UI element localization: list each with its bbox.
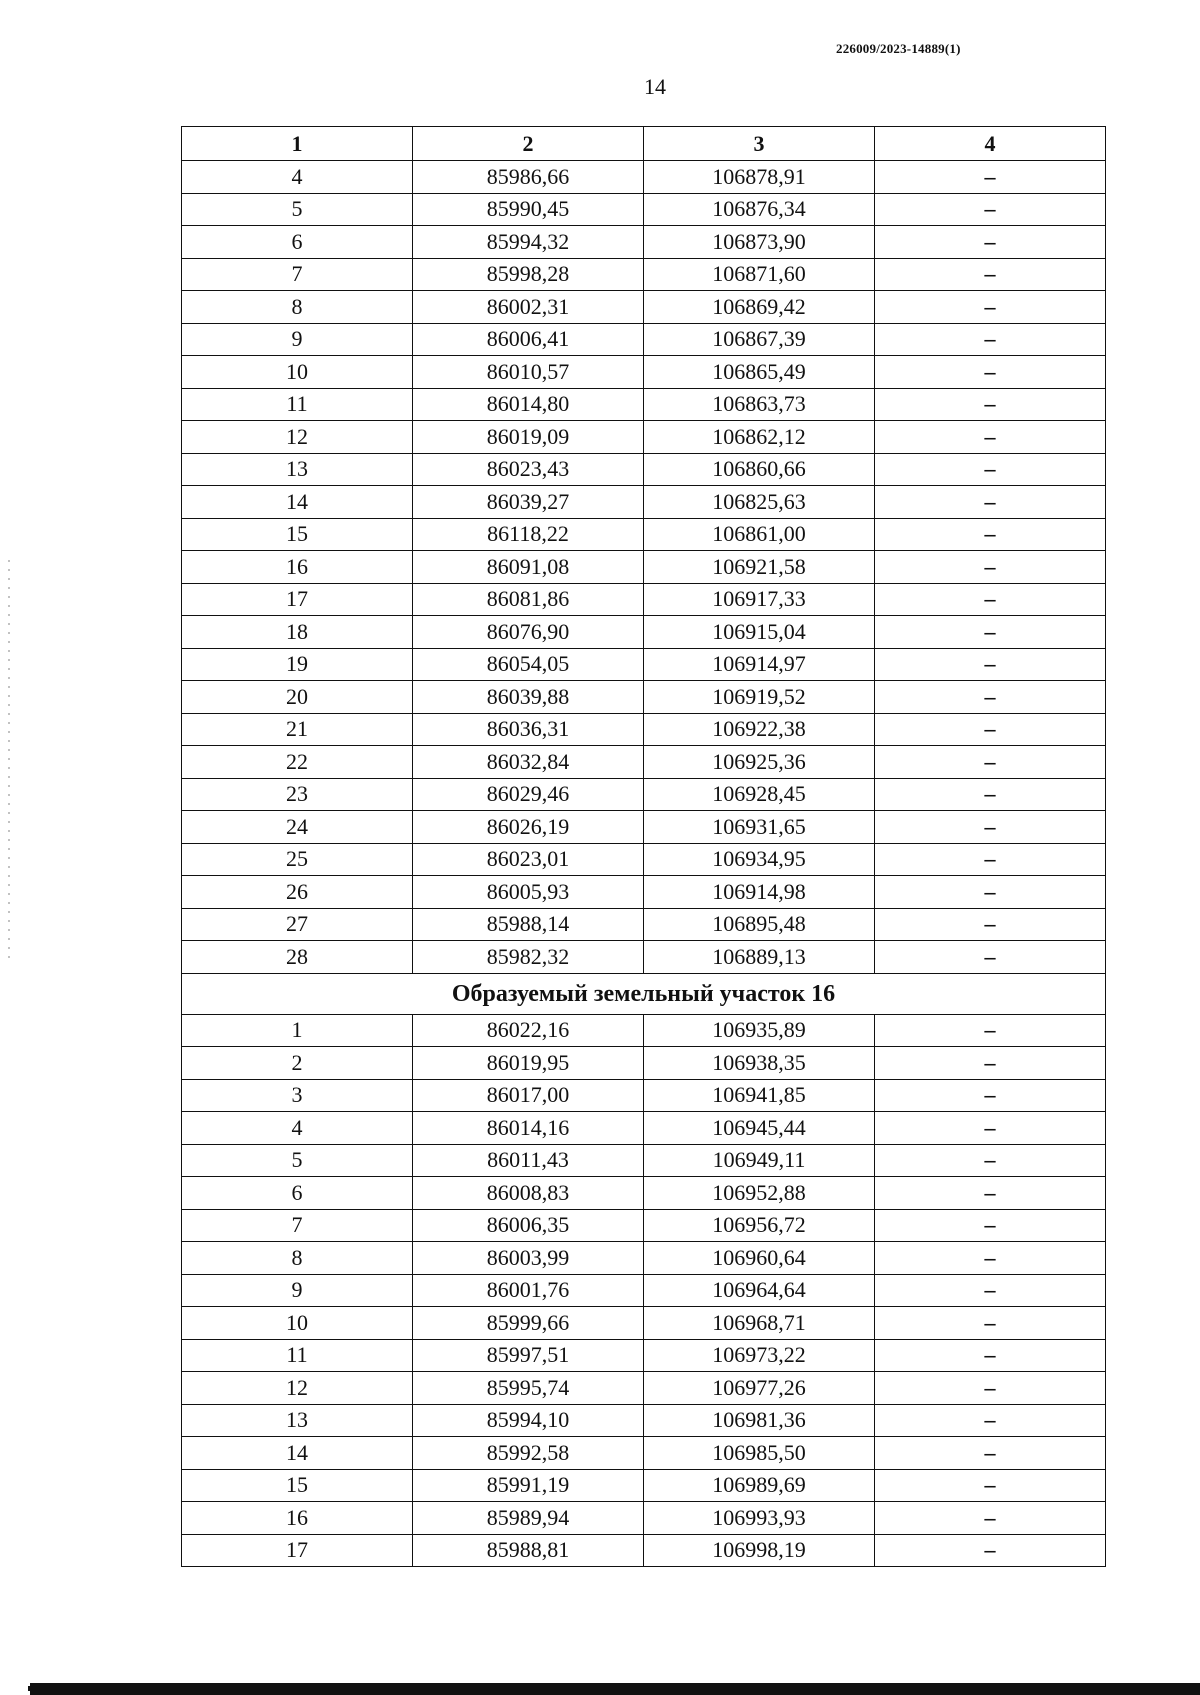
point-number-cell: 13	[182, 453, 413, 486]
x-coordinate-cell: 86010,57	[413, 356, 644, 389]
point-number-cell: 10	[182, 356, 413, 389]
y-coordinate-cell: 106914,98	[644, 876, 875, 909]
y-coordinate-cell: 106935,89	[644, 1014, 875, 1047]
x-coordinate-cell: 85989,94	[413, 1502, 644, 1535]
table-row	[182, 1372, 1106, 1405]
table-row	[182, 1177, 1106, 1210]
page-number: 14	[644, 74, 666, 99]
x-coordinate-cell: 85982,32	[413, 941, 644, 974]
note-cell: –	[875, 1274, 1106, 1307]
y-coordinate-cell: 106964,64	[644, 1274, 875, 1307]
y-coordinate-cell: 106878,91	[644, 161, 875, 194]
y-coordinate-cell: 106919,52	[644, 681, 875, 714]
note-cell: –	[875, 1502, 1106, 1535]
y-coordinate-cell: 106985,50	[644, 1437, 875, 1470]
point-number-cell: 21	[182, 713, 413, 746]
x-coordinate-cell: 86029,46	[413, 778, 644, 811]
table-row	[182, 746, 1106, 779]
point-number-cell: 15	[182, 1469, 413, 1502]
note-cell: –	[875, 323, 1106, 356]
x-coordinate-cell: 86003,99	[413, 1242, 644, 1275]
point-number-cell: 5	[182, 193, 413, 226]
note-cell: –	[875, 1209, 1106, 1242]
note-cell: –	[875, 616, 1106, 649]
x-coordinate-cell: 85998,28	[413, 258, 644, 291]
section-title-row	[182, 973, 1106, 1014]
y-coordinate-cell: 106876,34	[644, 193, 875, 226]
table-row	[182, 1274, 1106, 1307]
point-number-cell: 16	[182, 1502, 413, 1535]
point-number-cell: 1	[182, 1014, 413, 1047]
column-header: 3	[644, 127, 875, 161]
point-number-cell: 22	[182, 746, 413, 779]
y-coordinate-cell: 106860,66	[644, 453, 875, 486]
table-row	[182, 551, 1106, 584]
table-row	[182, 486, 1106, 519]
point-number-cell: 17	[182, 1534, 413, 1567]
table-row	[182, 1209, 1106, 1242]
note-cell: –	[875, 681, 1106, 714]
y-coordinate-cell: 106863,73	[644, 388, 875, 421]
table-row	[182, 1534, 1106, 1567]
scan-bottom-edge	[30, 1683, 1200, 1695]
table-row	[182, 681, 1106, 714]
table-body-group2	[182, 1014, 1106, 1567]
note-cell: –	[875, 388, 1106, 421]
table-row	[182, 1437, 1106, 1470]
table-row	[182, 1502, 1106, 1535]
table-row	[182, 291, 1106, 324]
table-row	[182, 161, 1106, 194]
y-coordinate-cell: 106915,04	[644, 616, 875, 649]
point-number-cell: 25	[182, 843, 413, 876]
note-cell: –	[875, 1047, 1106, 1080]
point-number-cell: 17	[182, 583, 413, 616]
x-coordinate-cell: 85991,19	[413, 1469, 644, 1502]
x-coordinate-cell: 86006,35	[413, 1209, 644, 1242]
x-coordinate-cell: 86001,76	[413, 1274, 644, 1307]
x-coordinate-cell: 86032,84	[413, 746, 644, 779]
point-number-cell: 3	[182, 1079, 413, 1112]
x-coordinate-cell: 86006,41	[413, 323, 644, 356]
point-number-cell: 20	[182, 681, 413, 714]
x-coordinate-cell: 86081,86	[413, 583, 644, 616]
x-coordinate-cell: 86118,22	[413, 518, 644, 551]
y-coordinate-cell: 106925,36	[644, 746, 875, 779]
x-coordinate-cell: 85988,81	[413, 1534, 644, 1567]
document-id: 226009/2023-14889(1)	[836, 41, 961, 56]
note-cell: –	[875, 453, 1106, 486]
coordinates-table	[181, 126, 1106, 1567]
note-cell: –	[875, 1534, 1106, 1567]
table-row	[182, 1242, 1106, 1275]
note-cell: –	[875, 193, 1106, 226]
x-coordinate-cell: 86019,09	[413, 421, 644, 454]
y-coordinate-cell: 106862,12	[644, 421, 875, 454]
point-number-cell: 24	[182, 811, 413, 844]
y-coordinate-cell: 106867,39	[644, 323, 875, 356]
note-cell: –	[875, 746, 1106, 779]
table-row	[182, 1014, 1106, 1047]
table-row	[182, 1404, 1106, 1437]
x-coordinate-cell: 86054,05	[413, 648, 644, 681]
note-cell: –	[875, 1242, 1106, 1275]
point-number-cell: 11	[182, 388, 413, 421]
table-header-row	[182, 127, 1106, 161]
point-number-cell: 19	[182, 648, 413, 681]
point-number-cell: 12	[182, 421, 413, 454]
y-coordinate-cell: 106921,58	[644, 551, 875, 584]
table-row	[182, 648, 1106, 681]
x-coordinate-cell: 86039,88	[413, 681, 644, 714]
y-coordinate-cell: 106952,88	[644, 1177, 875, 1210]
note-cell: –	[875, 583, 1106, 616]
y-coordinate-cell: 106889,13	[644, 941, 875, 974]
table-row	[182, 908, 1106, 941]
note-cell: –	[875, 648, 1106, 681]
point-number-cell: 9	[182, 323, 413, 356]
x-coordinate-cell: 86019,95	[413, 1047, 644, 1080]
point-number-cell: 4	[182, 1112, 413, 1145]
x-coordinate-cell: 86023,01	[413, 843, 644, 876]
y-coordinate-cell: 106945,44	[644, 1112, 875, 1145]
note-cell: –	[875, 1177, 1106, 1210]
point-number-cell: 14	[182, 1437, 413, 1470]
note-cell: –	[875, 356, 1106, 389]
note-cell: –	[875, 1437, 1106, 1470]
y-coordinate-cell: 106861,00	[644, 518, 875, 551]
note-cell: –	[875, 1144, 1106, 1177]
y-coordinate-cell: 106871,60	[644, 258, 875, 291]
note-cell: –	[875, 713, 1106, 746]
note-cell: –	[875, 1307, 1106, 1340]
note-cell: –	[875, 226, 1106, 259]
point-number-cell: 4	[182, 161, 413, 194]
table-row	[182, 1047, 1106, 1080]
y-coordinate-cell: 106949,11	[644, 1144, 875, 1177]
table-row	[182, 713, 1106, 746]
x-coordinate-cell: 85988,14	[413, 908, 644, 941]
table-row	[182, 1469, 1106, 1502]
y-coordinate-cell: 106956,72	[644, 1209, 875, 1242]
table-row	[182, 1144, 1106, 1177]
table-row	[182, 778, 1106, 811]
note-cell: –	[875, 258, 1106, 291]
point-number-cell: 26	[182, 876, 413, 909]
point-number-cell: 8	[182, 291, 413, 324]
table-row	[182, 1112, 1106, 1145]
y-coordinate-cell: 106998,19	[644, 1534, 875, 1567]
note-cell: –	[875, 161, 1106, 194]
note-cell: –	[875, 1014, 1106, 1047]
point-number-cell: 9	[182, 1274, 413, 1307]
note-cell: –	[875, 811, 1106, 844]
x-coordinate-cell: 85995,74	[413, 1372, 644, 1405]
x-coordinate-cell: 85997,51	[413, 1339, 644, 1372]
table-row	[182, 616, 1106, 649]
table-row	[182, 843, 1106, 876]
point-number-cell: 7	[182, 1209, 413, 1242]
note-cell: –	[875, 518, 1106, 551]
point-number-cell: 27	[182, 908, 413, 941]
table-row	[182, 258, 1106, 291]
point-number-cell: 8	[182, 1242, 413, 1275]
x-coordinate-cell: 86076,90	[413, 616, 644, 649]
y-coordinate-cell: 106922,38	[644, 713, 875, 746]
point-number-cell: 2	[182, 1047, 413, 1080]
note-cell: –	[875, 551, 1106, 584]
x-coordinate-cell: 85986,66	[413, 161, 644, 194]
y-coordinate-cell: 106993,93	[644, 1502, 875, 1535]
y-coordinate-cell: 106917,33	[644, 583, 875, 616]
x-coordinate-cell: 86023,43	[413, 453, 644, 486]
note-cell: –	[875, 486, 1106, 519]
table-row	[182, 453, 1106, 486]
note-cell: –	[875, 843, 1106, 876]
point-number-cell: 18	[182, 616, 413, 649]
x-coordinate-cell: 86026,19	[413, 811, 644, 844]
x-coordinate-cell: 86005,93	[413, 876, 644, 909]
table-row	[182, 876, 1106, 909]
table-row	[182, 941, 1106, 974]
table-row	[182, 811, 1106, 844]
y-coordinate-cell: 106973,22	[644, 1339, 875, 1372]
table-row	[182, 1079, 1106, 1112]
y-coordinate-cell: 106895,48	[644, 908, 875, 941]
table-row	[182, 1307, 1106, 1340]
x-coordinate-cell: 86022,16	[413, 1014, 644, 1047]
table-row	[182, 583, 1106, 616]
y-coordinate-cell: 106977,26	[644, 1372, 875, 1405]
y-coordinate-cell: 106914,97	[644, 648, 875, 681]
point-number-cell: 6	[182, 226, 413, 259]
point-number-cell: 10	[182, 1307, 413, 1340]
x-coordinate-cell: 85992,58	[413, 1437, 644, 1470]
point-number-cell: 7	[182, 258, 413, 291]
table-row	[182, 193, 1106, 226]
y-coordinate-cell: 106941,85	[644, 1079, 875, 1112]
x-coordinate-cell: 85990,45	[413, 193, 644, 226]
x-coordinate-cell: 86091,08	[413, 551, 644, 584]
point-number-cell: 5	[182, 1144, 413, 1177]
point-number-cell: 23	[182, 778, 413, 811]
table-row	[182, 518, 1106, 551]
point-number-cell: 14	[182, 486, 413, 519]
x-coordinate-cell: 86017,00	[413, 1079, 644, 1112]
table-section	[182, 973, 1106, 1014]
y-coordinate-cell: 106931,65	[644, 811, 875, 844]
y-coordinate-cell: 106869,42	[644, 291, 875, 324]
x-coordinate-cell: 86011,43	[413, 1144, 644, 1177]
table-row	[182, 388, 1106, 421]
scan-edge-marks	[8, 560, 10, 960]
note-cell: –	[875, 1404, 1106, 1437]
x-coordinate-cell: 86014,16	[413, 1112, 644, 1145]
note-cell: –	[875, 1079, 1106, 1112]
note-cell: –	[875, 876, 1106, 909]
x-coordinate-cell: 86014,80	[413, 388, 644, 421]
y-coordinate-cell: 106825,63	[644, 486, 875, 519]
x-coordinate-cell: 86008,83	[413, 1177, 644, 1210]
note-cell: –	[875, 908, 1106, 941]
x-coordinate-cell: 85994,32	[413, 226, 644, 259]
table-row	[182, 1339, 1106, 1372]
point-number-cell: 16	[182, 551, 413, 584]
note-cell: –	[875, 421, 1106, 454]
table-row	[182, 356, 1106, 389]
y-coordinate-cell: 106934,95	[644, 843, 875, 876]
y-coordinate-cell: 106960,64	[644, 1242, 875, 1275]
point-number-cell: 12	[182, 1372, 413, 1405]
section-title: Образуемый земельный участок 16	[182, 973, 1106, 1014]
point-number-cell: 28	[182, 941, 413, 974]
point-number-cell: 13	[182, 1404, 413, 1437]
note-cell: –	[875, 1372, 1106, 1405]
x-coordinate-cell: 85999,66	[413, 1307, 644, 1340]
y-coordinate-cell: 106981,36	[644, 1404, 875, 1437]
note-cell: –	[875, 941, 1106, 974]
y-coordinate-cell: 106968,71	[644, 1307, 875, 1340]
y-coordinate-cell: 106989,69	[644, 1469, 875, 1502]
note-cell: –	[875, 1112, 1106, 1145]
point-number-cell: 11	[182, 1339, 413, 1372]
column-header: 4	[875, 127, 1106, 161]
note-cell: –	[875, 1339, 1106, 1372]
y-coordinate-cell: 106938,35	[644, 1047, 875, 1080]
table-body-group1	[182, 161, 1106, 974]
y-coordinate-cell: 106928,45	[644, 778, 875, 811]
column-header: 1	[182, 127, 413, 161]
table-row	[182, 421, 1106, 454]
note-cell: –	[875, 1469, 1106, 1502]
x-coordinate-cell: 85994,10	[413, 1404, 644, 1437]
table-row	[182, 323, 1106, 356]
y-coordinate-cell: 106873,90	[644, 226, 875, 259]
note-cell: –	[875, 291, 1106, 324]
column-header: 2	[413, 127, 644, 161]
x-coordinate-cell: 86002,31	[413, 291, 644, 324]
x-coordinate-cell: 86036,31	[413, 713, 644, 746]
y-coordinate-cell: 106865,49	[644, 356, 875, 389]
table-row	[182, 226, 1106, 259]
point-number-cell: 6	[182, 1177, 413, 1210]
point-number-cell: 15	[182, 518, 413, 551]
x-coordinate-cell: 86039,27	[413, 486, 644, 519]
note-cell: –	[875, 778, 1106, 811]
